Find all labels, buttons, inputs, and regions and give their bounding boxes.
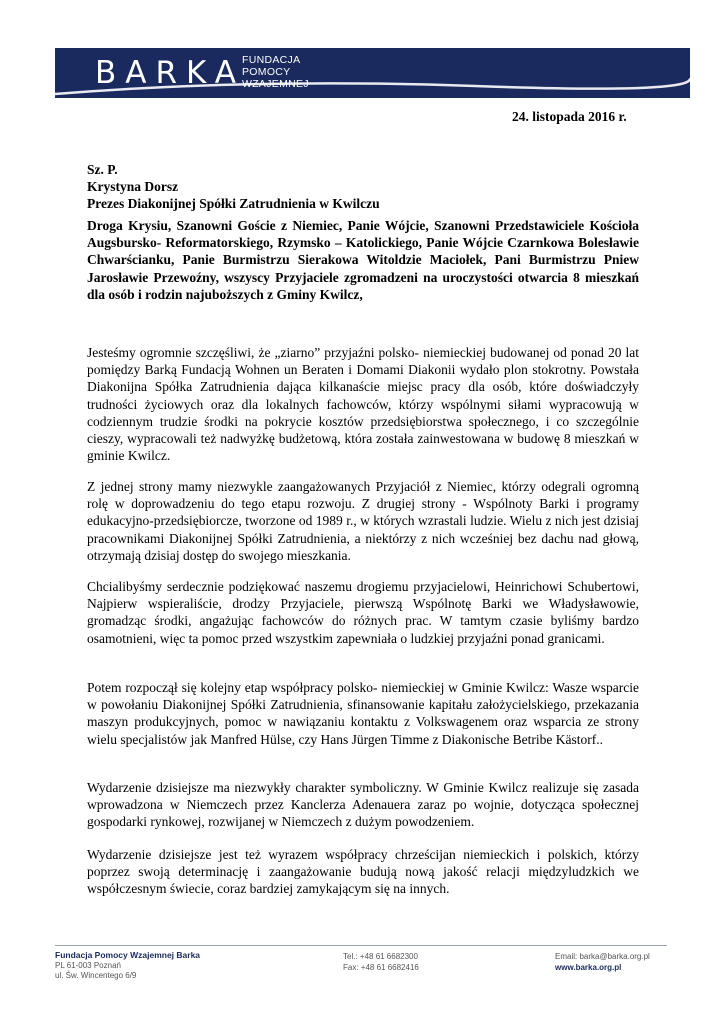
paragraph: Potem rozpoczął się kolejny etap współpracy polsko- niemieckiej w Gminie Kwilcz: Wasze wsparcie w powołaniu Diakonijnej Spółki Zatrudnienia, sfinansowanie kapitału założycielskiego, przekazania maszyn produkcyjnych, pomoc w nawiązaniu kontaktu z Volkswagenem oraz wsparcia ze strony wielu specjalistów jak Manfred Hülse, czy Hans Jürgen Timme z Diakonische Betribe Kästorf.. [87,680,639,747]
footer-address-line: PL 61-003 Poznań [55,960,121,970]
footer-tel: Tel.: +48 61 6682300 [343,952,418,961]
paragraph: Jesteśmy ogromnie szczęśliwi, że „ziarno” przyjaźni polsko- niemieckiej budowanej od ponad 20 lat pomiędzy Barką Fundacją Wohnen un Beraten i Domami Diakonii wydało plon stokrotny. Powstała Diakonijna Spółka Zatrudnienia dająca kilkanaście miejsc pracy dla osób, które doświadczyły trudności życiowych oraz dla lokalnych fachowców, którzy wspólnymi siłami wypracowują w codziennym trudzie środki na pokrycie kosztów przedsiębiorstwa społecznego, i co szczególnie cieszy, wypracowali też nadwyżkę budżetową, która została zainwestowana w budowę 8 mieszkań w gminie Kwilcz. [87,345,639,464]
addressee-line: Sz. P. [87,162,118,177]
paragraph: Z jednej strony mamy niezwykle zaangażowanych Przyjaciół z Niemiec, którzy odegrali ogromną rolę w doprowadzeniu do tego etapu rozwoju. Z drugiej strony - Wspólnoty Barki i programy edukacyjno-przedsiębiorcze, tworzone od 1989 r., w których wzrastali ludzie. Wielu z nich jest dzisiaj pracownikami Diakonijnej Spółki Zatrudnienia, a niektórzy z nich wcześniej bez dachu nad głową, otrzymają dzisiaj dostęp do swojego mieszkania. [87,479,639,563]
logo-subtitle [242,54,342,90]
addressee-line: Krystyna Dorsz [87,179,179,194]
addressee-line: Prezes Diakonijnej Spółki Zatrudnienia w Kwilczu [87,196,380,211]
salutation: Droga Krysiu, Szanowni Goście z Niemiec, Panie Wójcie, Szanowni Przedstawiciele Kościoła Augsbursko- Reformatorskiego, Rzymsko – Katolickiego, Panie Wójcie Czarnkowa Bolesławie Chwarścianku, Panie Burmistrzu Sierakowa Witoldzie Maciołek, Pani Burmistrzu Pniew Jarosławie Przewoźny, wszyscy Przyjaciele zgromadzeni na uroczystości otwarcia 8 mieszkań dla osób i rodzin najuboższych z Gminy Kwilcz, [87,218,639,302]
footer-org-name: Fundacja Pomocy Wzajemnej Barka [55,950,201,960]
header-banner [55,48,690,98]
footer-fax: Fax: +48 61 6682416 [343,962,419,972]
letter-date: 24. listopada 2016 r. [512,109,627,124]
footer-email[interactable]: Email: barka@barka.org.pl [555,952,650,961]
footer-divider [55,945,667,946]
paragraph: Wydarzenie dzisiejsze jest też wyrazem współpracy chrześcijan niemieckich i polskich, którzy poprzez swoją determinację i zaangażowanie budują nową jakość relacji międzyludzkich we współczesnym świecie, coraz bardziej zamykającym się na innych. [87,847,639,897]
footer-address-line: ul. Św. Wincentego 6/9 [55,971,137,980]
logo-subtitle-line: WZAJEMNEJ [242,78,309,90]
paragraph: Wydarzenie dzisiejsze ma niezwykły charakter symboliczny. W Gminie Kwilcz realizuje się zasada wprowadzona w Niemczech przez Kanclerza Adenauera zaraz po wojnie, dotycząca społecznej gospodarki rynkowej, rozwijanej w Niemczech z dużym powodzeniem. [87,780,639,830]
logo-subtitle-line: FUNDACJA [242,54,301,66]
barka-logo: BARKA [95,55,246,91]
footer-website-link[interactable]: www.barka.org.pl [555,962,622,972]
logo-subtitle-line: POMOCY [242,66,291,78]
footer-address [55,950,200,982]
paragraph: Chcialibyśmy serdecznie podziękować naszemu drogiemu przyjacielowi, Heinrichowi Schubertowi, Najpierw wspieraliście, drodzy Przyjaciele, pierwszą Wspólnotę Barki we Władysławowie, gromadząc środki, angażując fachowców do różnych prac. W tamtym czasie byliśmy bardzo osamotnieni, więc ta pomoc przed wszystkim zapewniała o ludzkiej przyjaźni ponad granicami. [87,579,639,646]
addressee-block [87,161,647,212]
footer-phones [343,952,419,973]
footer-contact [555,952,650,973]
